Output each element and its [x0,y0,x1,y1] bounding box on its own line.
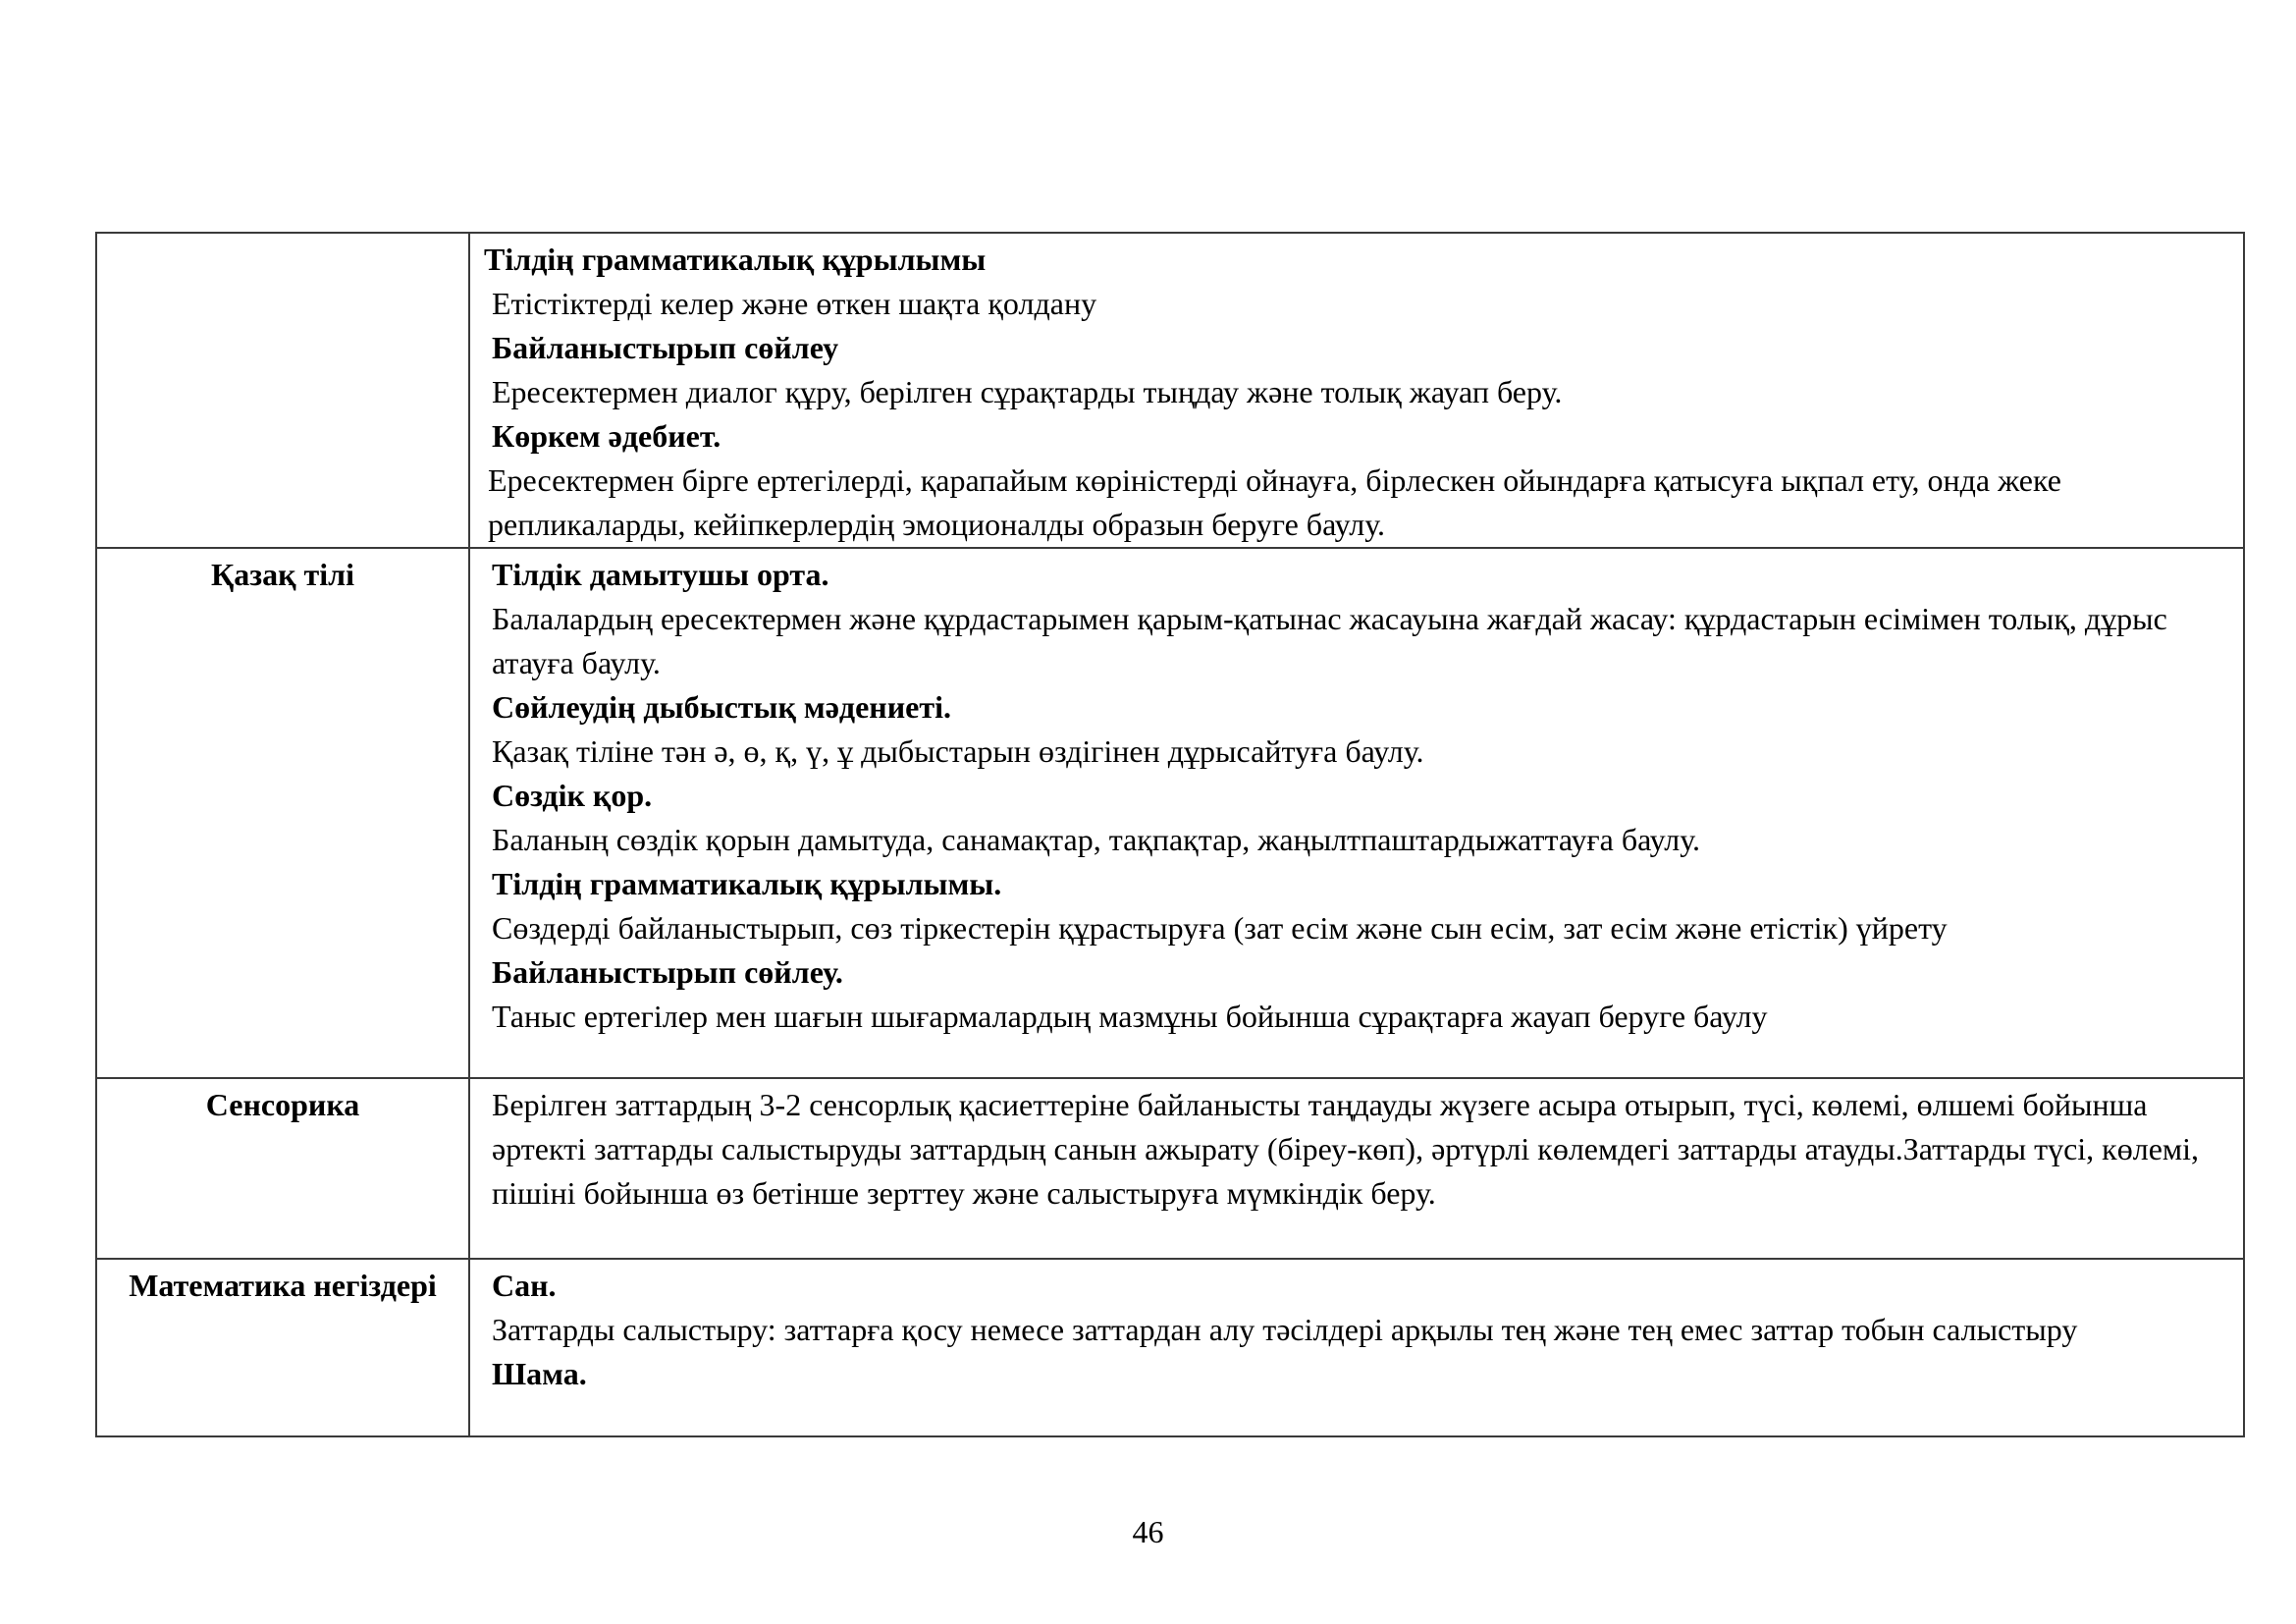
section-heading: Сан. [492,1268,557,1303]
section-text: Таныс ертегілер мен шағын шығармалардың мазмұны бойынша сұрақтарға жауап беруге баулу [492,999,1768,1034]
section-text: Ересектермен бірге ертегілерді, қарапайым көріністерді ойнауға, бірлескен ойындарға қатысуға ықпал ету, онда жеке репликаларды, кейіпкерлердің эмоционалды образын беруге баулу. [488,462,2061,542]
section-heading: Сөздік қор. [492,778,653,813]
section-text: Баланың сөздік қорын дамытуда, санамақтар, тақпақтар, жаңылтпаштардыжаттауға баулу. [492,822,1701,857]
content-cell [469,233,2244,548]
section-text: Заттарды салыстыру: заттарға қосу немесе заттардан алу тәсілдері арқылы тең және тең емес заттар тобын салыстыру [492,1312,2078,1347]
table-row [96,233,2244,548]
section-heading: Тілдің грамматикалық құрылымы [484,242,987,277]
subject-cell [96,548,469,1078]
subject-cell [96,1078,469,1259]
subject-label: Сенсорика [205,1087,360,1122]
section-heading: Тілдік дамытушы орта. [492,557,829,592]
section-text: Берілген заттардың 3-2 сенсорлық қасиеттеріне байланысты таңдауды жүзеге асыра отырып, түсі, көлемі, өлшемі бойынша әртекті заттарды салыстыруды заттардың санын ажырату (біреу-көп), әртүрлі көлемдегі заттарды атауды.Заттарды түсі, көлемі, пішіні бойынша өз бетінше зерттеу және салыстыруға мүмкіндік беру. [492,1087,2200,1211]
content-cell [469,548,2244,1078]
subject-cell [96,1259,469,1436]
section-text: Қазақ тіліне тән ә, ө, қ, ү, ұ дыбыстарын өздігінен дұрысайтуға баулу. [492,733,1424,769]
content-cell [469,1078,2244,1259]
table-row [96,1259,2244,1436]
curriculum-table [95,232,2245,1437]
table-row [96,548,2244,1078]
subject-cell [96,233,469,548]
subject-label: Қазақ тілі [211,557,354,592]
page-number: 46 [1132,1514,1164,1549]
section-heading: Тілдің грамматикалық құрылымы. [492,866,1002,901]
content-cell [469,1259,2244,1436]
section-text: Ересектермен диалог құру, берілген сұрақтарды тыңдау және толық жауап беру. [492,374,1563,409]
table-row [96,1078,2244,1259]
section-text: Етістіктерді келер және өткен шақта қолдану [492,286,1097,321]
section-heading: Шама. [492,1356,587,1391]
section-heading: Байланыстырып сөйлеу. [492,954,843,990]
section-text: Балалардың ересектермен және құрдастарымен қарым-қатынас жасауына жағдай жасау: құрдастарын есімімен толық, дұрыс атауға баулу. [492,601,2167,680]
section-heading: Байланыстырып сөйлеу [492,330,839,365]
subject-label: Математика негіздері [129,1268,437,1303]
section-heading: Сөйлеудің дыбыстық мәдениеті. [492,689,951,725]
section-text: Сөздерді байланыстырып, сөз тіркестерін құрастыруға (зат есім және сын есім, зат есім және етістік) үйрету [492,910,1948,946]
section-heading: Көркем әдебиет. [492,418,721,454]
